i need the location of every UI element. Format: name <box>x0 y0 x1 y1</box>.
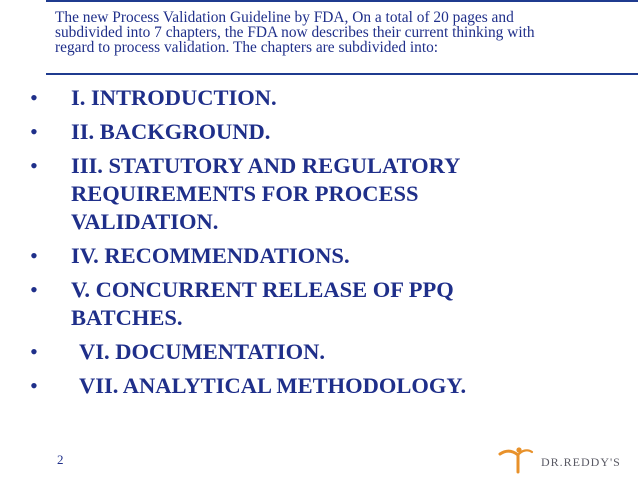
chapter-label: V. CONCURRENT RELEASE OF PPQ BATCHES. <box>71 277 454 330</box>
list-item <box>24 118 624 146</box>
bullet-icon: • <box>30 119 38 144</box>
chapter-label: I. INTRODUCTION. <box>71 85 277 110</box>
list-item <box>24 152 624 236</box>
list-item <box>24 242 624 270</box>
chapter-list <box>24 84 624 406</box>
chapter-label: II. BACKGROUND. <box>71 119 271 144</box>
intro-paragraph: The new Process Validation Guideline by FDA, On a total of 20 pages and subdivided into 7 chapters, the FDA now describes their current thinking with regard to process validation. The chapters are subdivided into: <box>55 9 535 56</box>
list-item <box>24 84 624 112</box>
logo-wordmark: DR.REDDY'S <box>541 455 621 469</box>
chapter-label: VII. ANALYTICAL METHODOLOGY. <box>79 373 467 398</box>
bullet-icon: • <box>30 85 38 110</box>
top-divider <box>46 0 638 2</box>
bullet-icon: • <box>30 243 38 268</box>
chapter-label: IV. RECOMMENDATIONS. <box>71 243 350 268</box>
chapter-label: VI. DOCUMENTATION. <box>79 339 326 364</box>
list-item <box>24 276 624 332</box>
dr-reddys-figure-icon <box>498 446 538 474</box>
bullet-icon: • <box>30 373 38 398</box>
dr-reddys-logo <box>498 446 636 474</box>
chapter-label: III. STATUTORY AND REGULATORY REQUIREMENTS FOR PROCESS VALIDATION. <box>71 153 460 234</box>
bullet-icon: • <box>30 153 38 178</box>
list-item <box>24 338 624 366</box>
page-number: 2 <box>57 452 64 467</box>
bullet-icon: • <box>30 339 38 364</box>
bullet-icon: • <box>30 277 38 302</box>
header-divider <box>46 73 638 75</box>
list-item <box>24 372 624 400</box>
